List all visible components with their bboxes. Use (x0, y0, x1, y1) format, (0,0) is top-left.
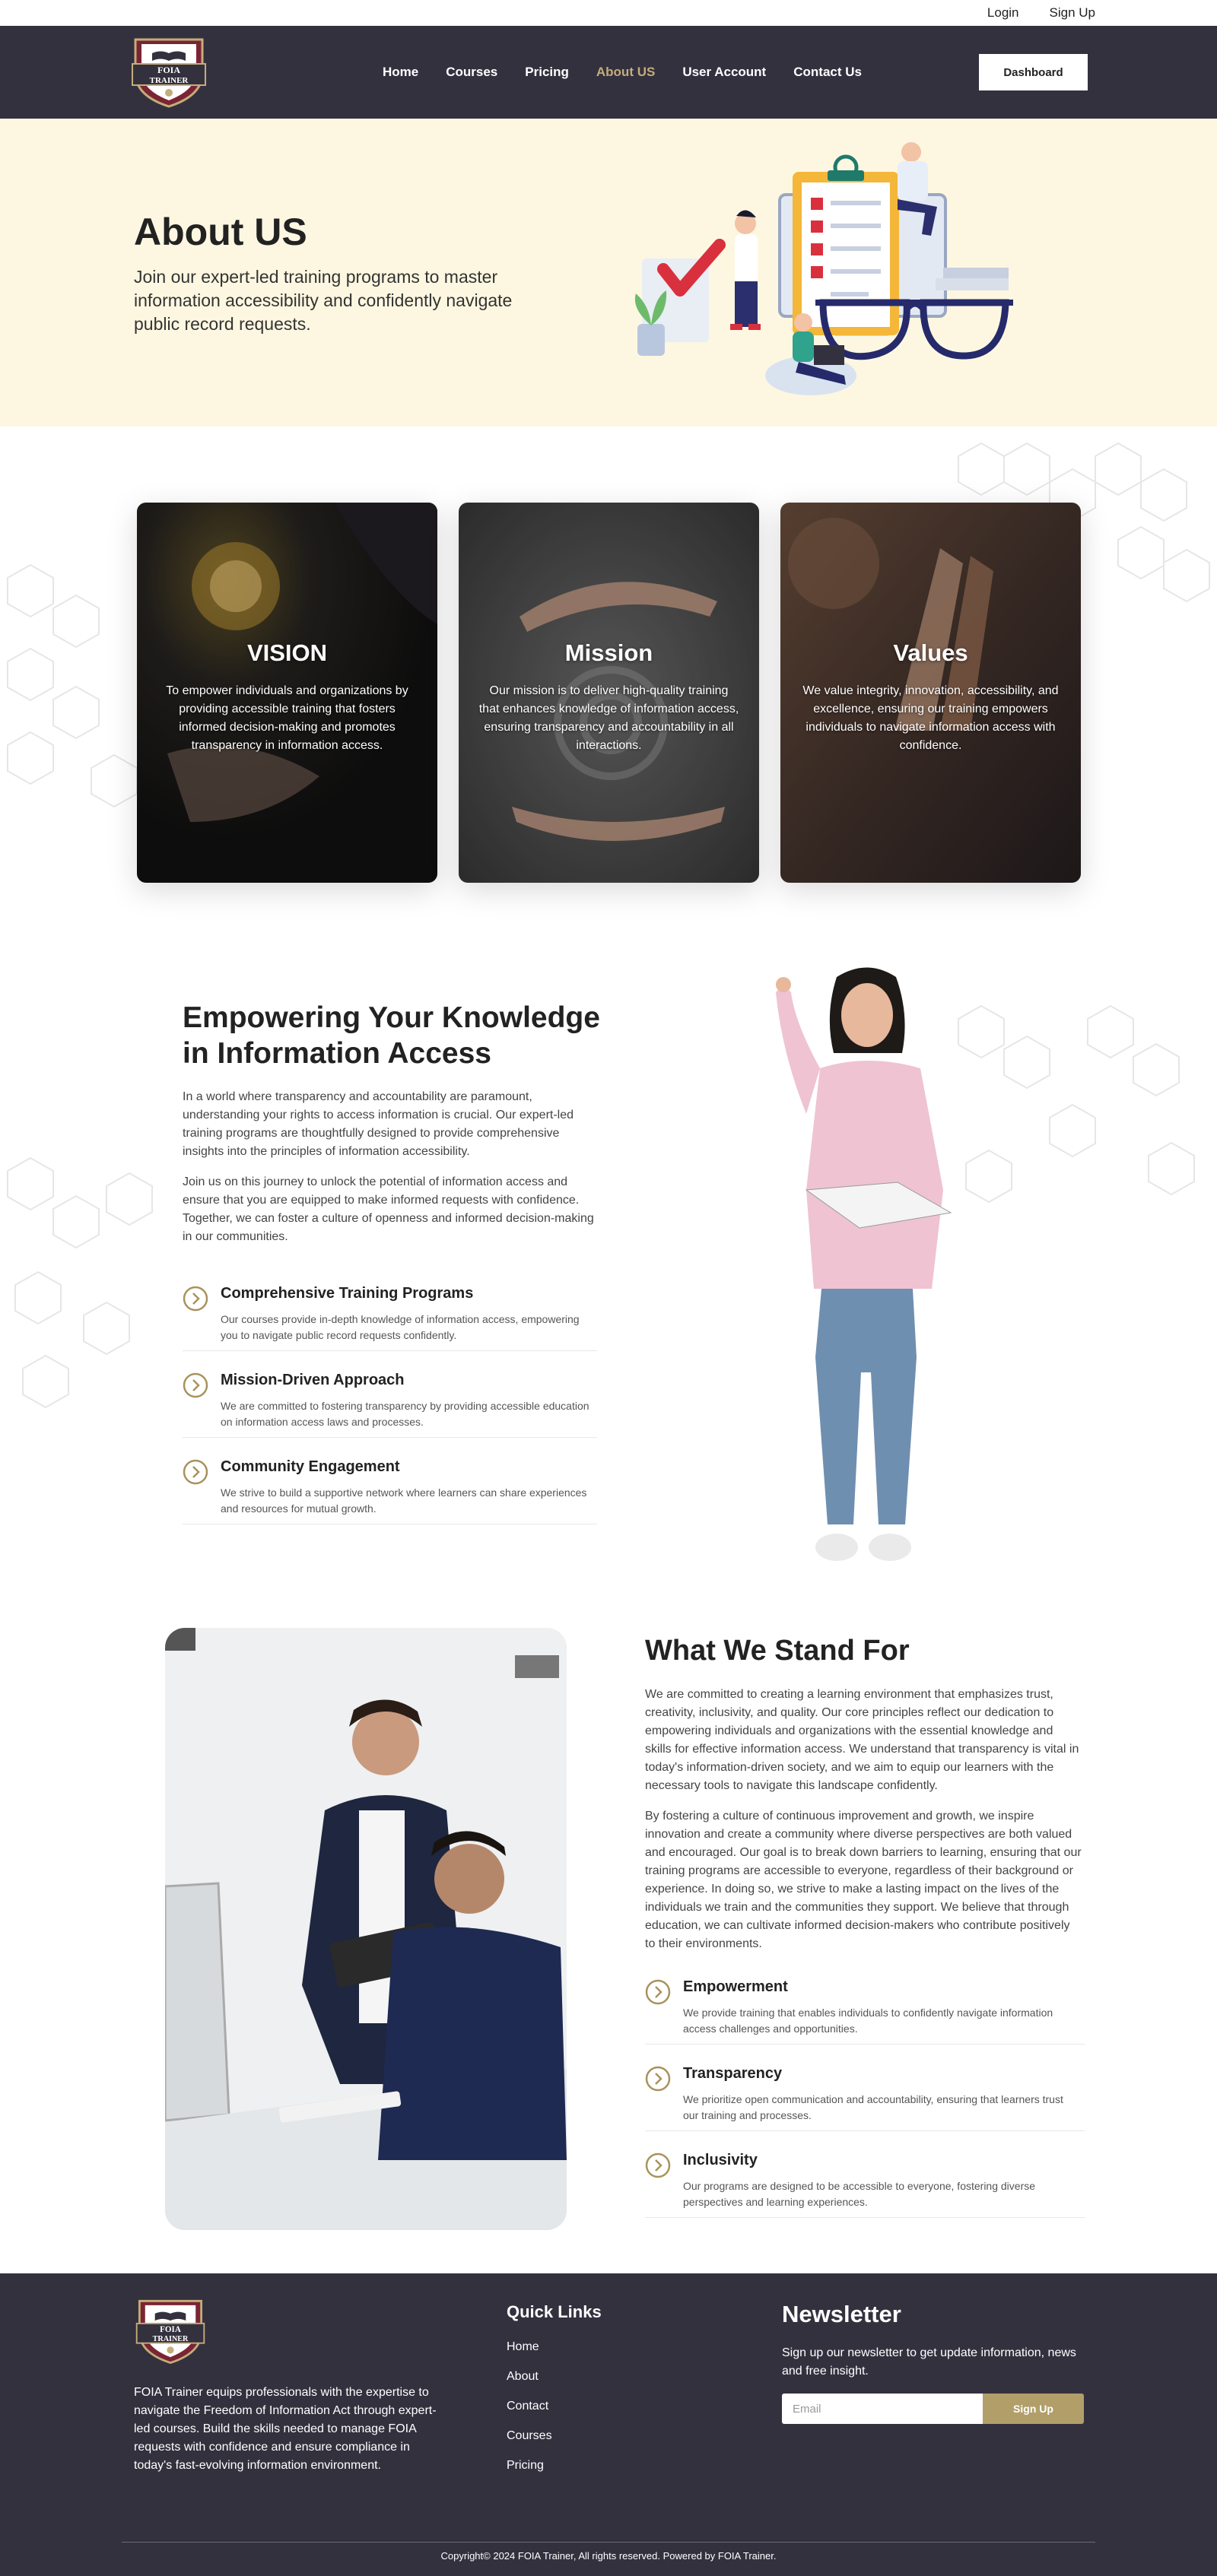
newsletter-title: Newsletter (782, 2301, 901, 2327)
logo-text-foia: FOIA (157, 65, 180, 75)
section-paragraph: We are committed to creating a learning environment that emphasizes trust, creativity, inclusivity, and quality. Our core principles reflect our dedication to empowering individuals and organizations with the essential knowledge and skills for effective information access. We understand that transparency is vital in today's information-driven society, and we aim to equip our learners with the necessary tools to navigate this landscape confidently. (645, 1688, 1079, 1792)
feature-item (183, 1438, 597, 1524)
chevron-right-icon (645, 1979, 671, 2005)
feature-item (645, 2131, 1085, 2218)
nav-pricing[interactable]: Pricing (525, 65, 569, 79)
logo-text-foia: FOIA (160, 2324, 181, 2334)
footer-link-pricing[interactable]: Pricing (507, 2459, 544, 2472)
footer-link-contact[interactable]: Contact (507, 2400, 549, 2413)
main-nav (0, 26, 1217, 119)
feature-text: We are committed to fostering transparency by providing accessible education on information access laws and processes. (221, 1400, 589, 1428)
hero-section (0, 119, 1217, 427)
newsletter-email-input[interactable] (782, 2394, 983, 2424)
footer-divider (122, 2542, 1095, 2543)
feature-title: Mission-Driven Approach (221, 1372, 405, 1388)
two-men-at-computer-photo (165, 1628, 567, 2230)
login-link[interactable]: Login (987, 5, 1019, 20)
chevron-right-icon (183, 1286, 208, 1312)
empowering-section (0, 947, 1217, 1623)
card-title: Mission (564, 639, 653, 666)
card-title: VISION (246, 639, 328, 666)
quick-links-title: Quick Links (507, 2302, 602, 2321)
footer-about-text: FOIA Trainer equips professionals with the expertise to navigate the Freedom of Information Act through expert-led courses. Build the skills needed to manage FOIA requests with confidence and ensure compliance in today's fast-evolving information environment. (134, 2386, 437, 2472)
feature-list (183, 1264, 597, 1524)
feature-title: Empowerment (683, 1978, 788, 1995)
feature-item (645, 1958, 1085, 2045)
logo-text-trainer: TRAINER (152, 2334, 189, 2343)
section-paragraph: In a world where transparency and accountability are paramount, understanding your rights to access information is crucial. Our expert-led training programs are thoughtfully designed to provide comprehensive insights into the principles of information accessibility. (183, 1090, 574, 1158)
hero-illustration (624, 134, 1027, 415)
top-bar (0, 0, 1217, 26)
footer-link-about[interactable]: About (507, 2370, 539, 2383)
footer (0, 2273, 1217, 2576)
feature-item (183, 1351, 597, 1438)
stand-for-section (0, 1623, 1217, 2273)
quick-links (507, 2340, 552, 2489)
logo-text-trainer: TRAINER (149, 76, 189, 85)
chevron-right-icon (183, 1372, 208, 1398)
nav-courses[interactable]: Courses (446, 65, 498, 79)
nav-contact-us[interactable]: Contact Us (793, 65, 862, 79)
nav-links (383, 26, 862, 119)
feature-text: Our courses provide in-depth knowledge of information access, empowering you to navigate public record requests confidently. (221, 1313, 580, 1341)
colleagues-photo (165, 1628, 567, 2230)
nav-about-us[interactable]: About US (596, 65, 656, 79)
feature-text: We strive to build a supportive network where learners can share experiences and resources for mutual growth. (221, 1486, 587, 1515)
chevron-right-icon (645, 2152, 671, 2178)
feature-title: Inclusivity (683, 2152, 758, 2168)
nav-home[interactable]: Home (383, 65, 419, 79)
feature-list (645, 1958, 1085, 2218)
nav-user-account[interactable]: User Account (682, 65, 767, 79)
values-card (780, 503, 1081, 883)
footer-link-courses[interactable]: Courses (507, 2429, 552, 2442)
copyright-text: Copyright© 2024 FOIA Trainer, All rights reserved. Powered by FOIA Trainer. (440, 2550, 777, 2562)
dashboard-button[interactable]: Dashboard (979, 54, 1088, 90)
card-text: We value integrity, innovation, accessibility, and excellence, ensuring our training empowers individuals to navigate information access with confidence. (802, 684, 1059, 752)
section-paragraph: Join us on this journey to unlock the potential of information access and ensure that you are equipped to make informed requests with confidence. Together, we can foster a culture of openness and informed decision-making in our communities. (183, 1175, 594, 1243)
card-text: To empower individuals and organizations by providing accessible training that fosters informed decision-making and promotes transparency in information access. (166, 684, 408, 752)
page-title: About US (134, 211, 307, 253)
feature-text: Our programs are designed to be accessible to everyone, fostering diverse perspectives and learning experiences. (683, 2180, 1036, 2208)
feature-title: Community Engagement (221, 1458, 400, 1475)
vision-card (137, 503, 437, 883)
card-title: Values (893, 639, 968, 666)
chevron-right-icon (645, 2066, 671, 2092)
signup-link[interactable]: Sign Up (1049, 5, 1095, 20)
footer-logo[interactable] (134, 2298, 207, 2365)
section-title: Empowering Your Knowledge in Information Access (183, 1001, 600, 1070)
vision-mission-values-section (0, 427, 1217, 898)
newsletter-signup-button[interactable]: Sign Up (983, 2394, 1084, 2424)
feature-title: Transparency (683, 2065, 783, 2082)
footer-link-home[interactable]: Home (507, 2340, 539, 2353)
section-paragraph: By fostering a culture of continuous improvement and growth, we inspire innovation and create a community where diverse perspectives are both valued and encouraged. Our goal is to break down barriers to learning, ensuring that our training programs are accessible to everyone, regardless of their background or experience. In doing so, we strive to make a lasting impact on the lives of the individuals we train and the communities they support. We believe that through education, we can cultivate informed decision-makers who contribute positively to their environments. (645, 1810, 1082, 1950)
feature-item (183, 1264, 597, 1351)
foia-trainer-logo[interactable] (129, 36, 208, 108)
hero-subtitle: Join our expert-led training programs to master information accessibility and confidently navigate public record requests. (134, 267, 513, 334)
feature-text: We provide training that enables individuals to confidently navigate information access challenges and opportunities. (683, 2007, 1053, 2035)
feature-text: We prioritize open communication and accountability, ensuring that learners trust our training and processes. (683, 2093, 1063, 2121)
feature-title: Comprehensive Training Programs (221, 1285, 474, 1302)
chevron-right-icon (183, 1459, 208, 1485)
woman-holding-book-photo (761, 962, 974, 1600)
newsletter-text: Sign up our newsletter to get update information, news and free insight. (782, 2346, 1076, 2378)
feature-item (645, 2045, 1085, 2131)
section-title: What We Stand For (645, 1635, 910, 1667)
mission-card (459, 503, 759, 883)
card-text: Our mission is to deliver high-quality training that enhances knowledge of information access, ensuring transparency and accountability in all interactions. (478, 684, 739, 752)
